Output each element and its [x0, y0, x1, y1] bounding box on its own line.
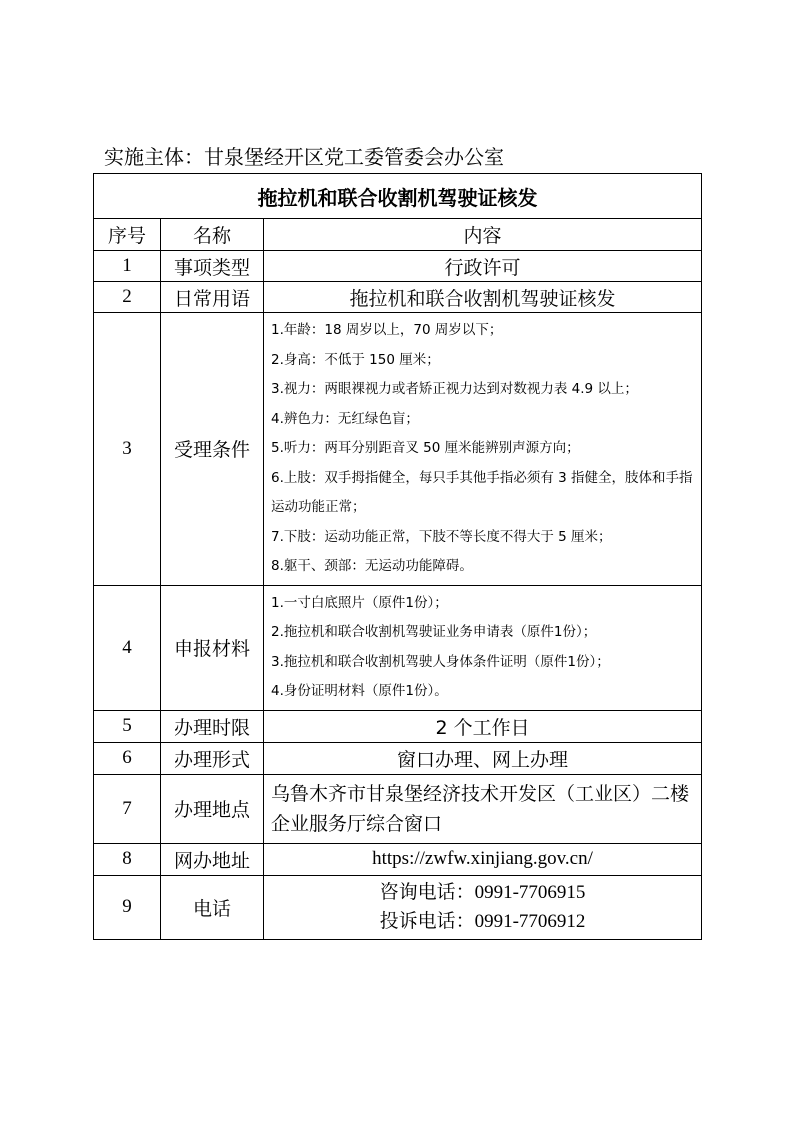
row-name: 网办地址	[161, 843, 264, 875]
row-content: 窗口办理、网上办理	[264, 742, 702, 774]
row-content: 拖拉机和联合收割机驾驶证核发	[264, 282, 702, 313]
row-seq: 2	[94, 282, 161, 313]
service-info-table	[93, 173, 702, 940]
row-name: 受理条件	[161, 313, 264, 586]
header-seq: 序号	[94, 219, 161, 251]
table-row	[94, 282, 702, 313]
list-item: 8.躯干、颈部：无运动功能障碍。	[271, 558, 473, 574]
list-item: 4.辨色力：无红绿色盲；	[271, 410, 419, 427]
table-row	[94, 585, 702, 710]
implementing-body: 实施主体：甘泉堡经开区党工委管委会办公室	[104, 145, 504, 169]
header-name: 名称	[161, 219, 264, 251]
consult-phone	[264, 878, 701, 907]
row-name: 电话	[161, 875, 264, 939]
consult-phone-number: 0991-7706915	[474, 882, 586, 903]
row-name: 事项类型	[161, 251, 264, 282]
table-title-row	[94, 174, 702, 219]
table-row	[94, 774, 702, 843]
list-item: 3.拖拉机和联合收割机驾驶人身体条件证明（原件1份）；	[271, 653, 610, 670]
list-item: 5.听力：两耳分别距音叉 50 厘米能辨别声源方向；	[271, 440, 580, 456]
list-item: 2.拖拉机和联合收割机驾驶证业务申请表（原件1份）；	[271, 624, 597, 640]
consult-phone-label: 咨询电话：	[379, 881, 475, 903]
row-content: 2 个工作日	[264, 710, 702, 742]
row-seq: 3	[94, 313, 161, 586]
list-item: 6.上肢：双手拇指健全，每只手其他手指必须有 3 指健全，肢体和手指运动功能正常；	[271, 469, 693, 515]
application-materials	[264, 585, 702, 710]
header-content: 内容	[264, 219, 702, 251]
row-content: 乌鲁木齐市甘泉堡经济技术开发区（工业区）二楼企业服务厅综合窗口	[264, 774, 702, 843]
online-address[interactable]: https://zwfw.xinjiang.gov.cn/	[264, 843, 702, 875]
table-row	[94, 875, 702, 939]
table-row	[94, 742, 702, 774]
row-name: 申报材料	[161, 585, 264, 710]
table-row	[94, 710, 702, 742]
row-name: 办理时限	[161, 710, 264, 742]
list-item: 2.身高：不低于 150 厘米；	[271, 351, 440, 368]
list-item: 7.下肢：运动功能正常，下肢不等长度不得大于 5 厘米；	[271, 528, 612, 545]
row-seq: 6	[94, 742, 161, 774]
complaint-phone-number: 0991-7706912	[474, 911, 586, 932]
row-seq: 4	[94, 585, 161, 710]
list-item: 1.一寸白底照片（原件1份）；	[271, 594, 448, 611]
table-row	[94, 313, 702, 586]
table-header-row	[94, 219, 702, 251]
row-seq: 9	[94, 875, 161, 939]
row-seq: 7	[94, 774, 161, 843]
complaint-phone	[264, 907, 701, 936]
list-item: 1.年龄：18 周岁以上，70 周岁以下；	[271, 322, 503, 338]
row-name: 办理地点	[161, 774, 264, 843]
complaint-phone-label: 投诉电话：	[379, 910, 475, 932]
row-seq: 1	[94, 251, 161, 282]
row-name: 办理形式	[161, 742, 264, 774]
table-title: 拖拉机和联合收割机驾驶证核发	[94, 174, 702, 219]
table-row	[94, 843, 702, 875]
row-name: 日常用语	[161, 282, 264, 313]
table-row	[94, 251, 702, 282]
list-item: 3.视力：两眼裸视力或者矫正视力达到对数视力表 4.9 以上；	[271, 381, 638, 397]
phone-numbers	[264, 875, 702, 939]
list-item: 4.身份证明材料（原件1份）。	[271, 683, 448, 699]
row-seq: 8	[94, 843, 161, 875]
row-content: 行政许可	[264, 251, 702, 282]
row-seq: 5	[94, 710, 161, 742]
acceptance-conditions	[264, 313, 702, 586]
